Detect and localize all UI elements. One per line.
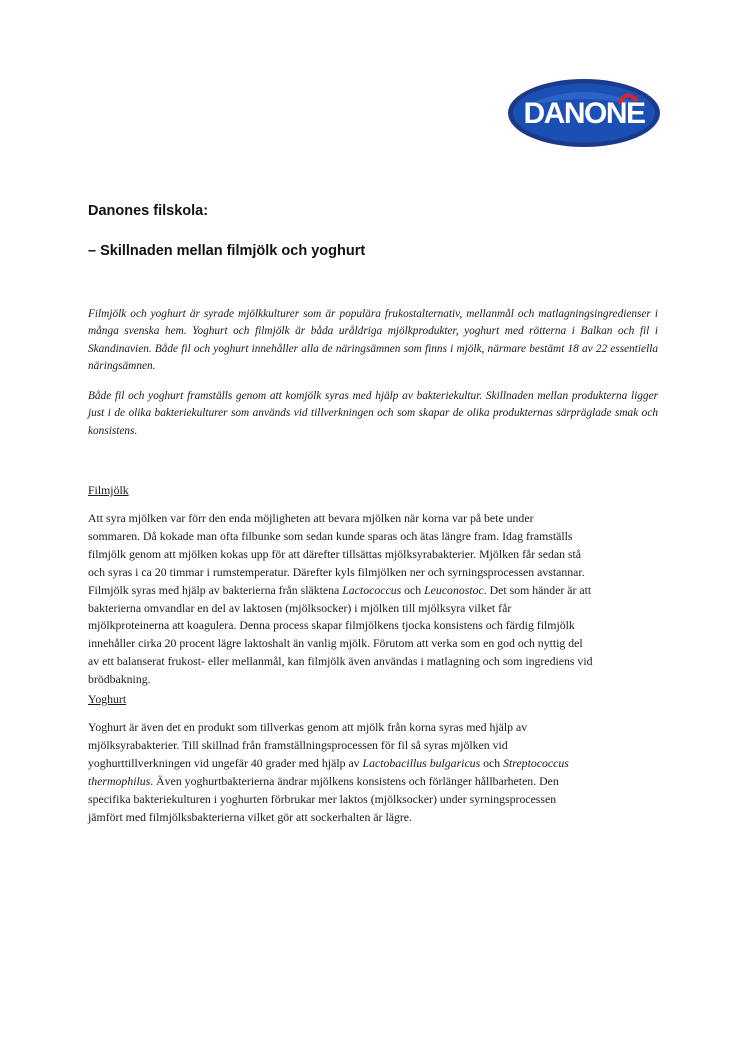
- text-line: Yoghurt är även det en produkt som tillverkas genom att mjölk från korna syras med hjälp av: [88, 720, 528, 734]
- text-line: mjölkproteinerna att koagulera. Denna process skapar filmjölkens tjocka konsistens och färdig filmjölk: [88, 618, 575, 633]
- danone-logo: [507, 78, 661, 148]
- text-line: bakterierna omvandlar en del av laktosen (mjölksocker) i mjölken till mjölksyra vilket får: [88, 600, 512, 615]
- text-line: mjölksyrabakterier. Till skillnad från framställningsprocessen för fil så syras mjölken vid: [88, 737, 508, 752]
- text-line: brödbakning.: [88, 672, 151, 687]
- text-fragment: och: [401, 582, 425, 597]
- text-fragment: . Även yoghurtbakterierna ändrar mjölkens konsistens och förlänger hållbarheten. Den: [150, 773, 559, 788]
- text-line: [88, 773, 660, 791]
- logo-text: DANONE: [523, 97, 645, 130]
- text-line: [88, 582, 660, 600]
- section-text-yoghurt: [88, 719, 660, 826]
- text-line: filmjölk genom att mjölken kokas upp för att därefter tillsättas mjölksyrabakterier. Mjölken får sedan stå: [88, 546, 582, 561]
- species-name: Lactococcus: [342, 582, 402, 597]
- danone-logo-icon: [507, 78, 661, 148]
- text-line: Att syra mjölken var förr den enda möjligheten att bevara mjölken när korna var på bete under: [88, 511, 534, 525]
- text-line: specifika bakteriekulturen i yoghurten förbrukar mer laktos (mjölksocker) under syrningsprocessen: [88, 791, 557, 806]
- species-name: Streptococcus: [503, 755, 569, 770]
- section-title-yoghurt: Yoghurt: [88, 692, 127, 706]
- intro-paragraph-1: Filmjölk och yoghurt är syrade mjölkkulturer som är populära frukostalternativ, mellanmål och matlagningsingredienser i många svenska hem. Yoghurt och filmjölk är båda uråldriga mjölkprodukter, yoghurt med rötterna i Balkan och fil i Skandinavien. Både fil och yoghurt innehåller alla de näringsämnen som finns i mjölk, närmare bestämt 18 av 22 essentiella näringsämnen.: [88, 308, 658, 372]
- section-title-filmjolk: Filmjölk: [88, 483, 129, 497]
- document-subtitle: – Skillnaden mellan filmjölk och yoghurt: [88, 243, 366, 259]
- intro-paragraph-2: Både fil och yoghurt framställs genom att komjölk syras med hjälp av bakteriekultur. Skillnaden mellan produkterna ligger just i de olika bakteriekulturer som används vid tillverkningen och som skapar de olika produkternas särpräglade smak och konsistens.: [88, 390, 658, 437]
- text-fragment: Filmjölk syras med hjälp av bakterierna från släktena: [88, 582, 343, 597]
- document-title: Danones filskola:: [88, 203, 209, 219]
- section-text-filmjolk: [88, 510, 660, 689]
- text-line: jämfört med filmjölksbakterierna vilket gör att sockerhalten är lägre.: [88, 809, 412, 824]
- text-line: av ett balanserat frukost- eller mellanmål, kan filmjölk även användas i matlagning och som ingrediens vid: [88, 654, 593, 669]
- text-line: innehåller cirka 20 procent lägre laktoshalt än vanlig mjölk. Förutom att verka som en god och nyttig del: [88, 636, 583, 651]
- text-line: sommaren. Då kokade man ofta filbunke som sedan kunde sparas och ätas längre fram. Idag framställs: [88, 528, 573, 543]
- species-name: thermophilus: [88, 773, 151, 788]
- text-line: [88, 755, 660, 773]
- species-name: Lactobacillus bulgaricus: [362, 755, 481, 770]
- species-name: Leuconostoc: [424, 582, 484, 597]
- text-fragment: yoghurttillverkningen vid ungefär 40 grader med hjälp av: [88, 755, 363, 770]
- text-fragment: och: [480, 755, 504, 770]
- text-fragment: . Det som händer är att: [483, 582, 592, 597]
- text-line: och syras i ca 20 timmar i rumstemperatur. Därefter kyls filmjölken ner och syrningsprocessen avstannar.: [88, 564, 585, 579]
